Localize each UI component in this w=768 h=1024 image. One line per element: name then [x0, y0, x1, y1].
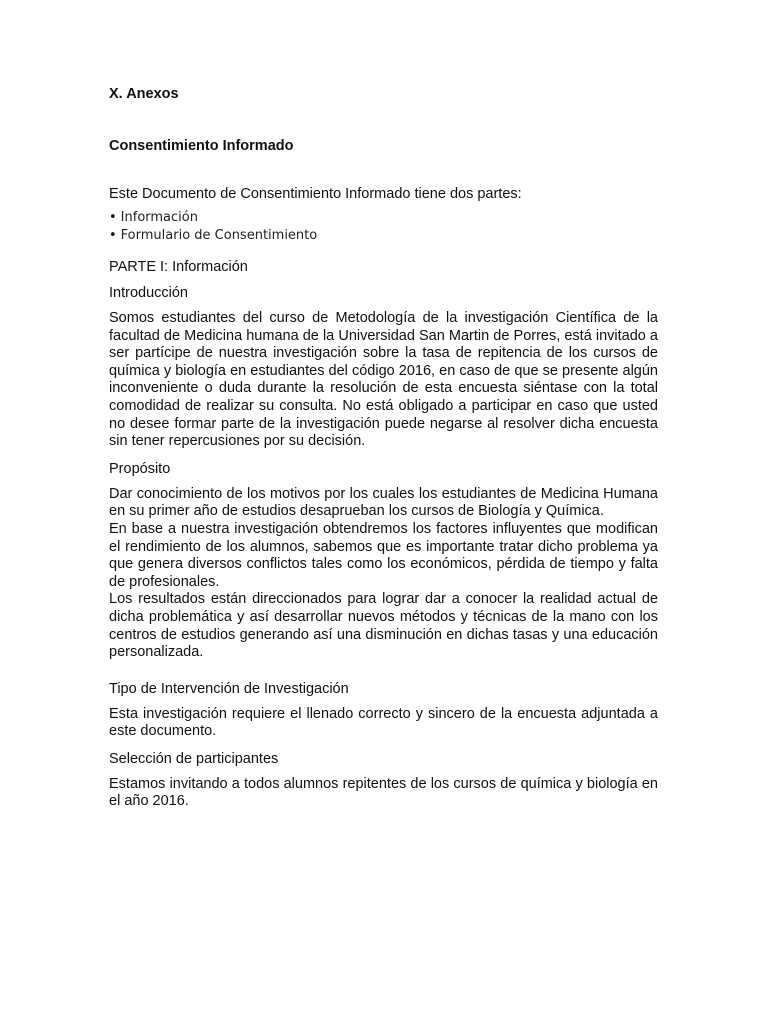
consent-heading: Consentimiento Informado [109, 138, 294, 154]
list-item: • Información [109, 209, 658, 227]
parts-list [109, 209, 658, 244]
introduction-paragraph: Somos estudiantes del curso de Metodología de la investigación Científica de la facultad de Medicina humana de la Universidad San Martin de Porres, está invitado a ser partícipe de nuestra investigación sobre la tasa de repitencia de los cursos de química y biología en estudiantes del código 2016, en caso de que se presente algún inconveniente o duda durante la resolución de esta encuesta siéntase con la total comodidad de realizar su consulta. No está obligado a participar en caso que usted no desee formar parte de la investigación puede negarse al resolver dicha encuesta sin tener repercusiones por su decisión. [109, 310, 658, 450]
intervention-paragraph: Esta investigación requiere el llenado correcto y sincero de la encuesta adjuntada a este documento. [109, 705, 658, 740]
purpose-paragraph: Dar conocimiento de los motivos por los cuales los estudiantes de Medicina Humana en su primer año de estudios desaprueban los cursos de Biología y Química. [109, 485, 658, 520]
purpose-paragraph: Los resultados están direccionados para lograr dar a conocer la realidad actual de dicha problemática y así desarrollar nuevos métodos y técnicas de la mano con los centros de estudios generando así una disminución en dichas tasas y una educación personalizada. [109, 591, 658, 661]
introduction-title: Introducción [109, 285, 188, 301]
document-body [109, 85, 658, 820]
selection-title: Selección de participantes [109, 750, 279, 767]
intervention-title: Tipo de Intervención de Investigación [109, 680, 349, 697]
purpose-title: Propósito [109, 460, 171, 477]
selection-paragraph: Estamos invitando a todos alumnos repitentes de los cursos de química y biología en el año 2016. [109, 775, 658, 810]
list-item: • Formulario de Consentimiento [109, 227, 658, 245]
intro-text: Este Documento de Consentimiento Informado tiene dos partes: [109, 186, 522, 202]
part1-title: PARTE I: Información [109, 259, 248, 275]
purpose-paragraph: En base a nuestra investigación obtendremos los factores influyentes que modifican el rendimiento de los alumnos, sabemos que es importante tratar dicho problema ya que genera diversos conflictos tales como los económicos, pérdida de tiempo y falta de profesionales. [109, 520, 658, 590]
annex-heading: X. Anexos [109, 86, 179, 102]
